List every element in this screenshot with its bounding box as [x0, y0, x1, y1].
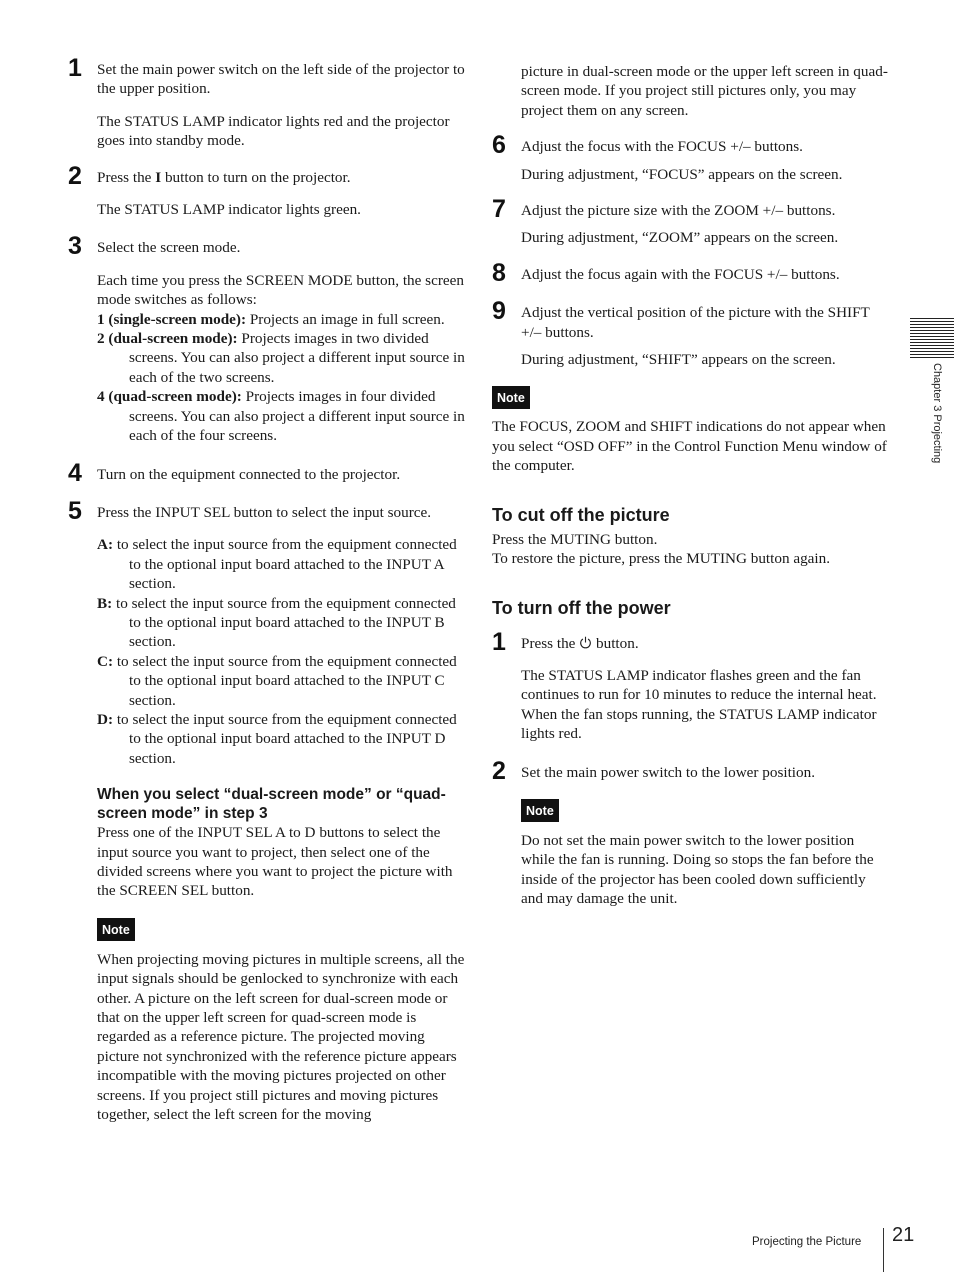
page-number: 21 [892, 1224, 915, 1246]
step-description: Each time you press the SCREEN MODE button, the screen mode switches as follows: [97, 271, 464, 309]
left-column [68, 54, 468, 1124]
step-8 [492, 258, 888, 287]
step-9 [492, 297, 888, 369]
continued-note-text: picture in dual-screen mode or the upper left screen in quad-screen mode. If you project still pictures only, you may project them on any screen. [521, 63, 888, 119]
footer-divider [883, 1228, 884, 1272]
section-heading-turn-off-power: To turn off the power [492, 597, 671, 618]
step-result: The STATUS LAMP indicator flashes green and the fan continues to run for 10 minutes to reduce the internal heat. When the fan stops running, the STATUS LAMP indicator lights red. [521, 666, 877, 743]
footer-section-title: Projecting the Picture [752, 1236, 862, 1248]
step-number: 9 [492, 297, 506, 326]
note-label: Note [521, 799, 559, 822]
step-number: 6 [492, 131, 506, 160]
right-column [492, 62, 888, 909]
step-7 [492, 195, 888, 248]
step-instruction: Set the main power switch to the lower position. [521, 763, 815, 781]
subheading-text: Press one of the INPUT SEL A to D buttons to select the input source you want to project, then select one of the divided screens where you want to project the picture with the SCREEN SEL button. [97, 824, 453, 900]
step-instruction: Adjust the focus with the FOCUS +/– buttons. [521, 138, 803, 156]
mode-definition: 2 (dual-screen mode): Projects images in two divided screens. You can also project a different input source in each of the two screens. [97, 330, 465, 386]
input-definition: C: to select the input source from the equipment connected to the optional input board attached to the INPUT C section. [97, 652, 457, 709]
section-text: Press the MUTING button. [492, 530, 658, 548]
step-5 [68, 496, 468, 1125]
step-instruction: Turn on the equipment connected to the projector. [97, 465, 401, 483]
step-number: 1 [68, 54, 82, 82]
step-number: 4 [68, 458, 82, 487]
step-number: 8 [492, 258, 506, 287]
power-step-2 [492, 756, 888, 909]
note-label: Note [97, 918, 135, 941]
step-3 [68, 232, 468, 445]
chapter-label: Chapter 3 Projecting [931, 363, 943, 464]
step-result: The STATUS LAMP indicator lights red and the projector goes into standby mode. [97, 112, 450, 150]
step-number: 5 [68, 496, 82, 525]
step-2 [68, 161, 468, 220]
note-text: When projecting moving pictures in multiple screens, all the input signals should be genlocked to synchronize with each other. A picture on the left screen for dual-screen mode or that on the upper left screen for quad-screen mode is regarded as a reference picture. The projected moving picture not synchronized with the reference picture appears incompatible with the moving pictures projected on other screens. If you project still pictures and moving pictures together, select the left screen for the moving [97, 950, 465, 1124]
note-label: Note [492, 386, 530, 409]
section-text: To restore the picture, press the MUTING button again. [492, 550, 831, 568]
note-text: The FOCUS, ZOOM and SHIFT indications do not appear when you select “OSD OFF” in the Control Function Menu window of the computer. [492, 418, 887, 475]
step-number: 2 [492, 756, 506, 785]
step-instruction: Set the main power switch on the left side of the projector to the upper position. [97, 61, 465, 98]
side-tab-stripes [910, 318, 954, 360]
step-instruction: Adjust the focus again with the FOCUS +/– buttons. [521, 265, 840, 283]
step-6 [492, 131, 888, 184]
step-number: 2 [68, 161, 82, 190]
step-1 [68, 54, 468, 151]
step-instruction: Press the INPUT SEL button to select the input source. [97, 503, 432, 521]
input-definition: D: to select the input source from the equipment connected to the optional input board attached to the INPUT D section. [97, 710, 457, 767]
step-instruction: Adjust the vertical position of the picture with the SHIFT +/– buttons. [521, 304, 870, 341]
power-on-button-glyph: I [155, 168, 162, 186]
step-number: 3 [68, 232, 82, 261]
step-instruction: Select the screen mode. [97, 239, 241, 257]
step-instruction: Press the button. [521, 634, 639, 652]
step-result: During adjustment, “SHIFT” appears on the screen. [521, 351, 836, 369]
mode-definition: 4 (quad-screen mode): Projects images in four divided screens. You can also project a different input source in each of the four screens. [97, 388, 465, 445]
step-instruction: Press the I button to turn on the projector. [97, 168, 351, 186]
mode-definition: 1 (single-screen mode): Projects an image in full screen. [97, 310, 445, 328]
section-heading-cut-off-picture: To cut off the picture [492, 504, 670, 525]
step-number: 1 [492, 627, 506, 656]
step-4 [68, 458, 468, 487]
step-instruction: Adjust the picture size with the ZOOM +/– buttons. [521, 202, 836, 220]
step-result: The STATUS LAMP indicator lights green. [97, 201, 361, 219]
chapter-side-tab [910, 318, 954, 464]
power-icon [579, 636, 592, 649]
step-result: During adjustment, “ZOOM” appears on the screen. [521, 229, 839, 247]
input-definition: A: to select the input source from the equipment connected to the optional input board attached to the INPUT A section. [97, 536, 457, 593]
note-text: Do not set the main power switch to the lower position while the fan is running. Doing so stops the fan before the inside of the projector has been cooled down sufficiently and may damage the unit. [521, 831, 874, 908]
step-number: 7 [492, 195, 506, 224]
step-result: During adjustment, “FOCUS” appears on the screen. [521, 165, 843, 183]
power-step-1 [492, 627, 888, 744]
input-definition: B: to select the input source from the equipment connected to the optional input board attached to the INPUT B section. [97, 594, 456, 651]
subheading: When you select “dual-screen mode” or “quad-screen mode” in step 3 [97, 786, 446, 823]
